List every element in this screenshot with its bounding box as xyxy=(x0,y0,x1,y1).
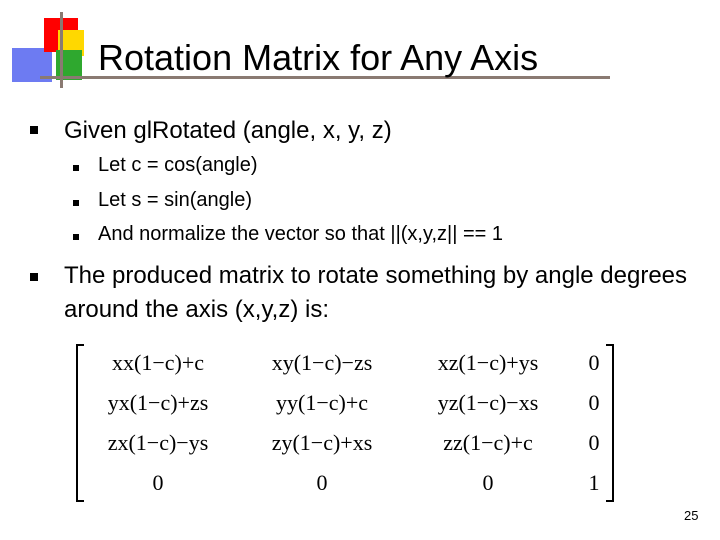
matrix-cell: zz(1−c)+c xyxy=(443,430,533,455)
sub-bullet-text: Let c = cos(angle) xyxy=(98,154,258,176)
matrix-cell: 0 xyxy=(152,470,164,495)
matrix-cell: 1 xyxy=(588,470,600,495)
sub-bullet-square-icon xyxy=(73,234,79,240)
matrix-cell: zx(1−c)−ys xyxy=(107,430,209,455)
matrix-cell: yz(1−c)−xs xyxy=(437,390,539,415)
page-number: 25 xyxy=(684,508,699,523)
matrix-left-bracket xyxy=(76,344,84,502)
matrix-cell: zy(1−c)+xs xyxy=(271,430,373,455)
matrix-cell: 0 xyxy=(588,430,600,455)
matrix-cell: 0 xyxy=(482,470,494,495)
bullet-text: The produced matrix to rotate something by angle degrees around the axis (x,y,z) is: xyxy=(64,262,688,323)
sub-bullet-text: And normalize the vector so that ||(x,y,z|| == 1 xyxy=(98,223,504,245)
bullet-square-icon xyxy=(30,126,38,134)
matrix-cell: xz(1−c)+ys xyxy=(437,350,539,375)
matrix-cell: 0 xyxy=(588,390,600,415)
matrix-cell: 0 xyxy=(316,470,328,495)
rotation-matrix xyxy=(76,344,614,502)
matrix-right-bracket xyxy=(606,344,614,502)
bullet-text: Given glRotated (angle, x, y, z) xyxy=(64,117,392,144)
matrix-cell: xy(1−c)−zs xyxy=(271,350,373,375)
slide-title: Rotation Matrix for Any Axis xyxy=(98,37,539,78)
sub-bullet-square-icon xyxy=(73,165,79,171)
matrix-cell: 0 xyxy=(588,350,600,375)
matrix-cell: yy(1−c)+c xyxy=(276,390,368,415)
matrix-cell: yx(1−c)+zs xyxy=(107,390,209,415)
sub-bullet-square-icon xyxy=(73,200,79,206)
sub-bullet-text: Let s = sin(angle) xyxy=(98,189,252,211)
bullet-square-icon xyxy=(30,273,38,281)
matrix-cell: xx(1−c)+c xyxy=(112,350,204,375)
